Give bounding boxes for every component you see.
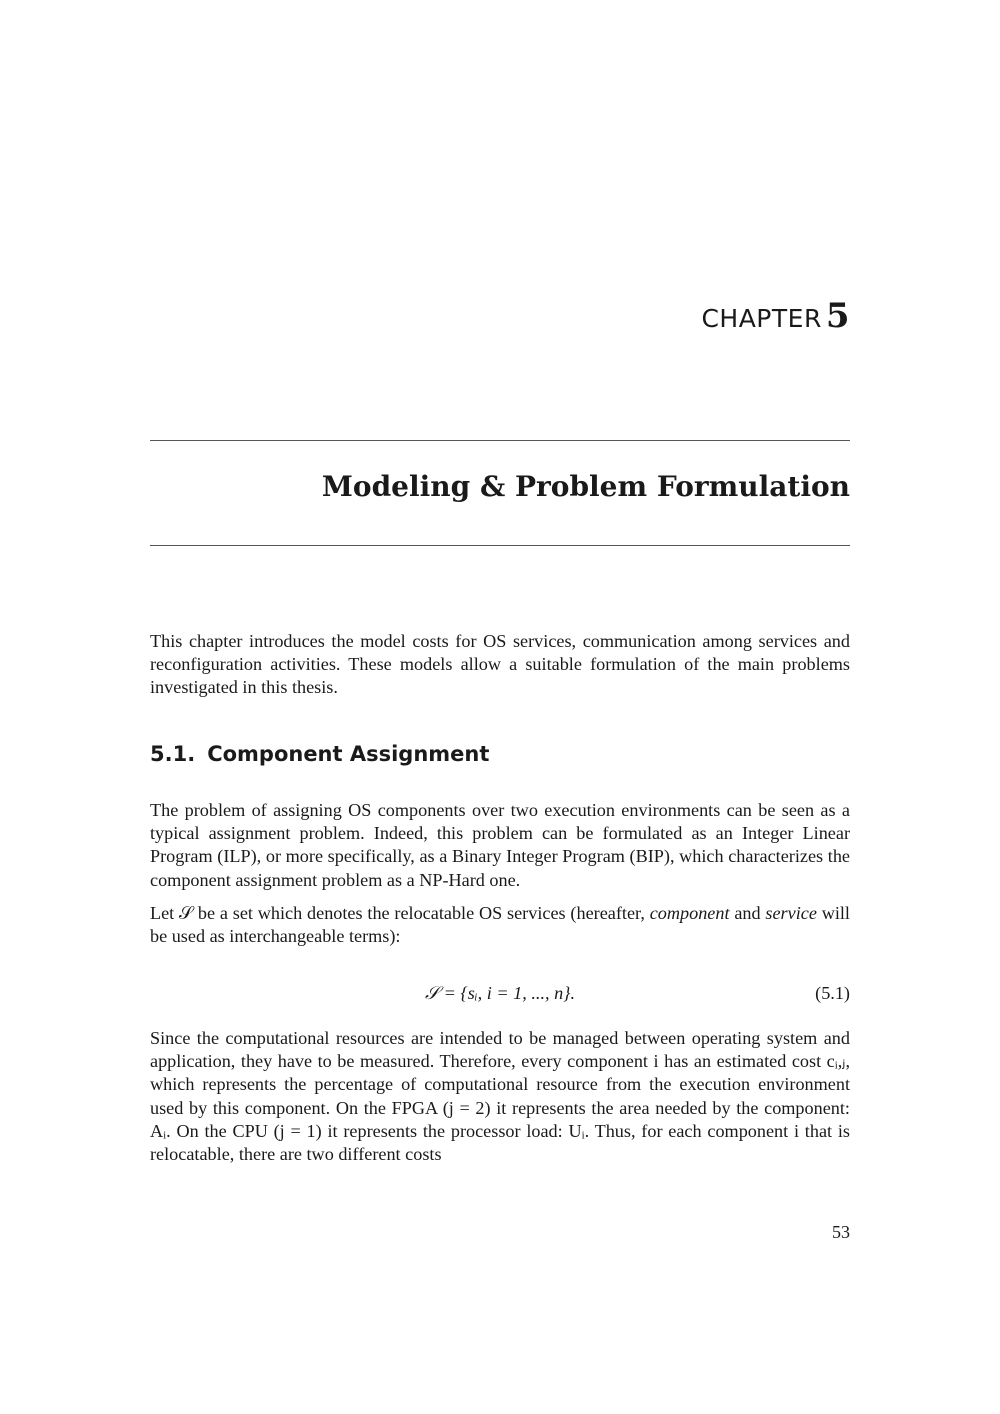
section-heading [150,742,489,766]
paragraph-2-emphasis-service: service [765,902,817,923]
section-title: Component Assignment [207,742,490,766]
chapter-label: CHAPTER [701,304,822,333]
intro-paragraph: This chapter introduces the model costs for OS services, communication among services and reconfiguration activities. These models allow a suitable formulation of the main problems investigated in this thesis. [150,631,850,698]
paragraph-3: Since the computational resources are intended to be managed between operating system and application, they have to be measured. Therefore, every component i has an estimated cost cᵢ,ⱼ, which represents the percentage of computational resource from the execution environment used by this component. On the FPGA (j = 2) it represents the area needed by the component: Aᵢ. On the CPU (j = 1) it represents the processor load: Uᵢ. Thus, for each component i that is relocatable, there are two different costs [150,1028,850,1165]
equation-number: (5.1) [815,983,850,1003]
title-top-rule [150,440,850,441]
paragraph-2-text-c: will be used as interchangeable terms): [150,902,850,947]
equation-expression: 𝒮 = {sᵢ, i = 1, ..., n}. [424,983,576,1003]
paragraph-2-text-b: and [729,902,766,923]
chapter-number: 5 [825,296,850,336]
section-body [150,799,850,958]
page-number: 53 [832,1222,850,1242]
section-body-continued [150,1027,850,1176]
equation-5-1 [150,983,850,1009]
chapter-title: Modeling & Problem Formulation [321,470,850,503]
chapter-intro [150,630,850,710]
chapter-heading [701,296,850,336]
section-number: 5.1. [150,742,196,766]
paragraph-2-text-a: Let 𝒮 be a set which denotes the relocatable OS services (hereafter, [150,902,650,923]
paragraph-1: The problem of assigning OS components over two execution environments can be seen as a typical assignment problem. Indeed, this problem can be formulated as an Integer Linear Program (ILP), or more specifically, as a Binary Integer Program (BIP), which characterizes the component assignment problem as a NP-Hard one. [150,800,850,890]
title-bottom-rule [150,545,850,546]
paragraph-2 [150,902,850,948]
paragraph-2-emphasis-component: component [649,902,730,923]
